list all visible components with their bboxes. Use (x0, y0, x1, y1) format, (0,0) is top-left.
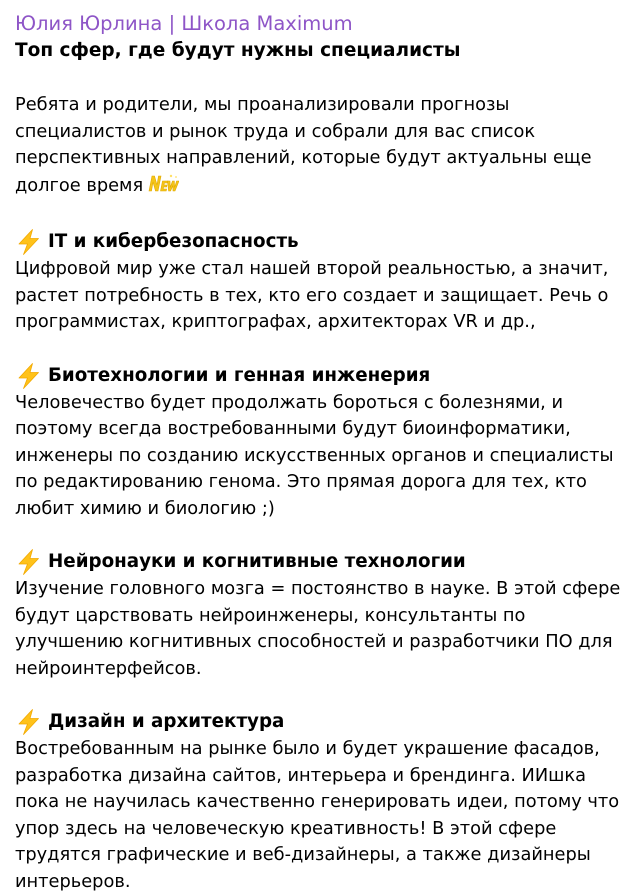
intro-line: перспективных направлений, которые будут актуальны еще (15, 145, 632, 172)
lightning-icon (15, 228, 43, 256)
section-biotech (15, 362, 632, 523)
section-design (15, 708, 632, 895)
message-title: Топ сфер, где будут нужны специалисты (15, 38, 632, 64)
section-line: поэтому всегда востребованными будут биоинформатики, (15, 416, 632, 443)
section-line: интерьеров. (15, 869, 632, 895)
section-line: Изучение головного мозга = постоянство в науке. В этой сфере (15, 576, 632, 603)
section-heading (15, 362, 632, 390)
section-line: нейроинтерфейсов. (15, 656, 632, 683)
section-line: Человечество будет продолжать бороться с болезнями, и (15, 390, 632, 417)
section-line: программистах, криптографах, архитекторах VR и др., (15, 309, 632, 336)
section-heading (15, 548, 632, 576)
intro-line: Ребята и родители, мы проанализировали прогнозы (15, 92, 632, 119)
lightning-icon (15, 708, 43, 736)
section-line: по редактированию генома. Это прямая дорога для тех, кто (15, 469, 632, 496)
section-heading (15, 228, 632, 256)
lightning-icon (15, 548, 43, 576)
section-line: будут царствовать нейроинженеры, консультанты по (15, 603, 632, 630)
intro-line-text: долгое время (15, 175, 143, 196)
section-line: растет потребность в тех, кто его создает и защищает. Речь о (15, 283, 632, 310)
intro-line (15, 172, 632, 203)
section-heading-text: Дизайн и архитектура (48, 708, 284, 736)
section-heading-text: IT и кибербезопасность (48, 228, 299, 256)
section-line: разработка дизайна сайтов, интерьера и брендинга. ИИшка (15, 763, 632, 790)
lightning-icon (15, 362, 43, 390)
section-line: любит химию и биологию ;) (15, 496, 632, 523)
intro-line: специалистов и рынок труда и собрали для вас список (15, 119, 632, 146)
section-line: упор здесь на человеческую креативность! В этой сфере (15, 816, 632, 843)
section-line: улучшению когнитивных способностей и разработчики ПО для (15, 629, 632, 656)
section-neuro (15, 548, 632, 682)
section-line: пока не научилась качественно генерировать идеи, потому что (15, 789, 632, 816)
section-line: Востребованным на рынке было и будет украшение фасадов, (15, 736, 632, 763)
intro-paragraph (15, 92, 632, 202)
section-line: трудятся графические и веб-дизайнеры, а также дизайнеры (15, 842, 632, 869)
section-heading-text: Биотехнологии и генная инженерия (48, 362, 430, 390)
section-heading (15, 708, 632, 736)
sender-name[interactable]: Юлия Юрлина | Школа Maximum (15, 10, 632, 38)
new-sticker-icon (147, 172, 179, 203)
section-it (15, 228, 632, 336)
section-line: Цифровой мир уже стал нашей второй реальностью, а значит, (15, 256, 632, 283)
section-line: инженеры по созданию искусственных органов и специалисты (15, 443, 632, 470)
section-heading-text: Нейронауки и когнитивные технологии (48, 548, 466, 576)
